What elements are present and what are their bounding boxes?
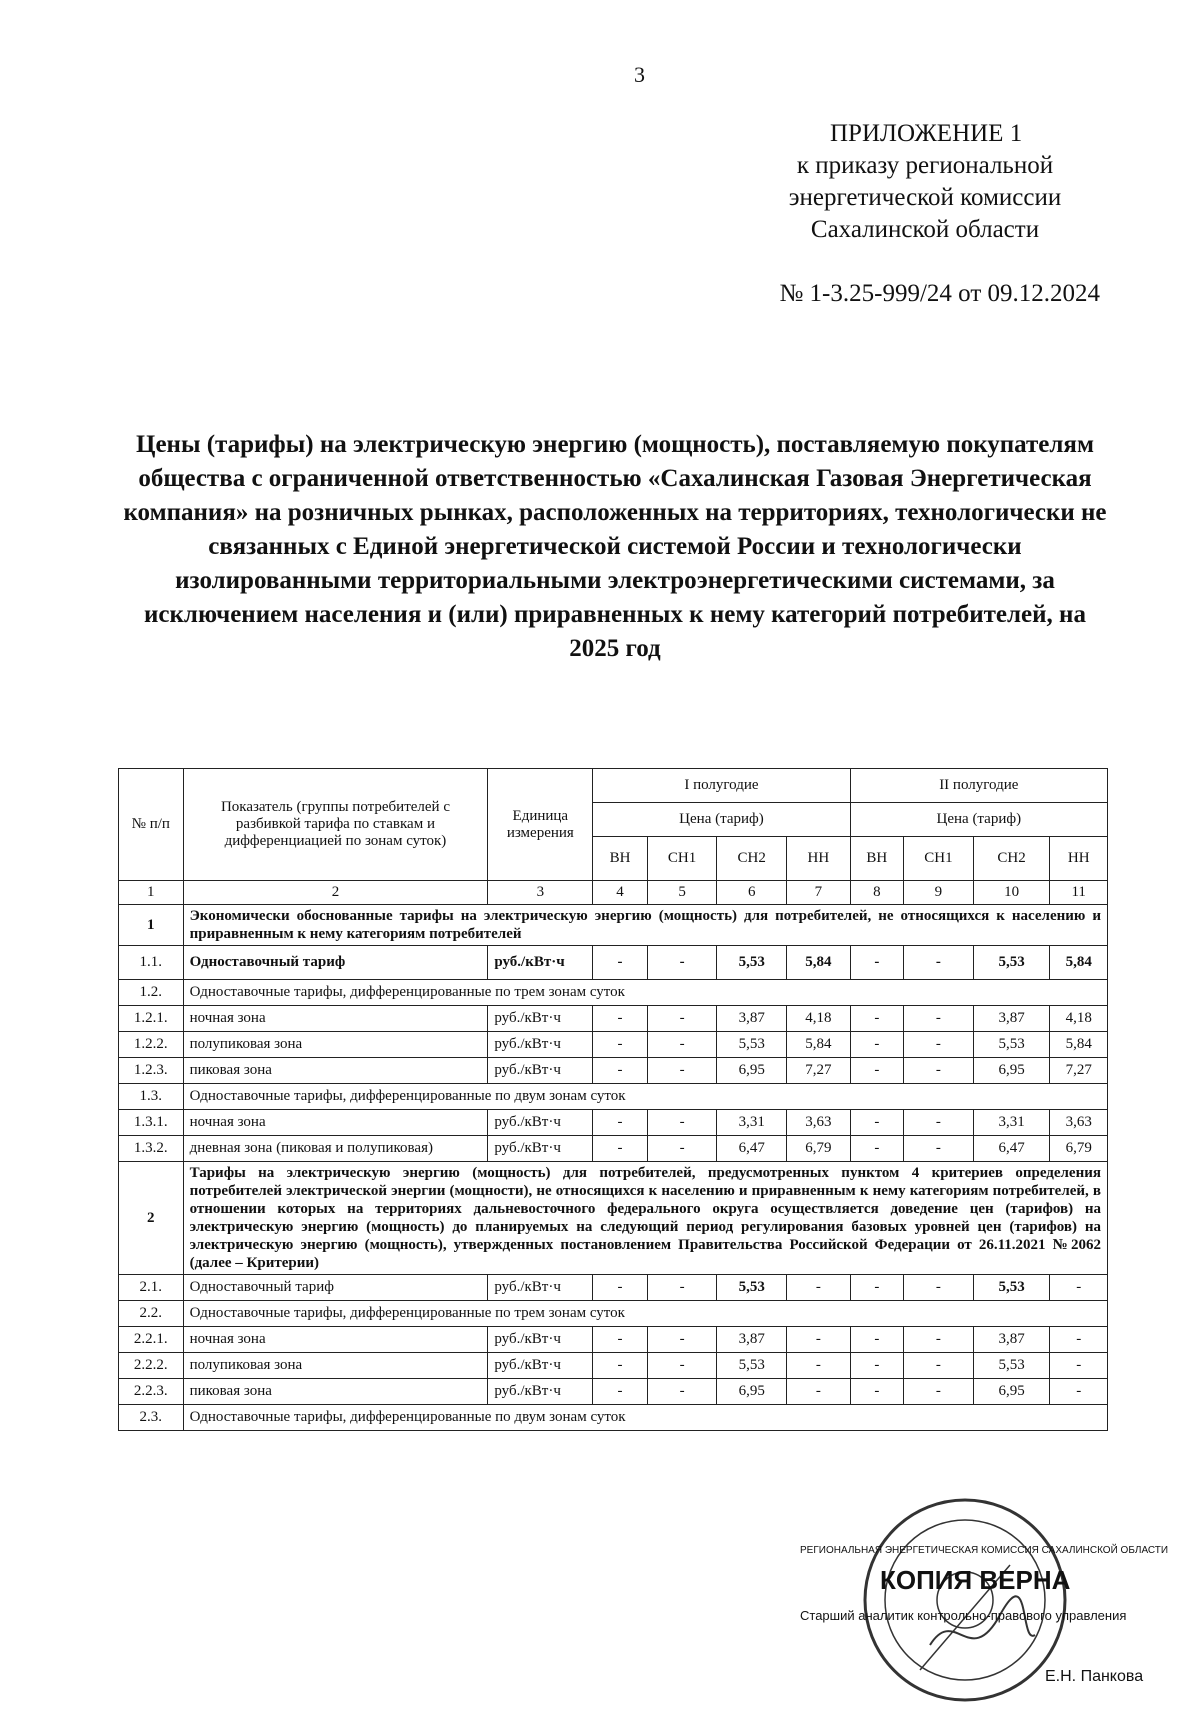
tariff-value: -: [850, 1379, 903, 1405]
row-unit: руб./кВт·ч: [488, 1110, 593, 1136]
tariff-value: 3,31: [717, 1110, 787, 1136]
tariff-value: 6,47: [973, 1136, 1050, 1162]
row-name: пиковая зона: [183, 1058, 488, 1084]
table-row: [119, 1405, 1108, 1431]
group-title: Одноставочные тарифы, дифференцированные по двум зонам суток: [183, 1405, 1107, 1431]
tariff-value: -: [787, 1379, 851, 1405]
row-name: Одноставочный тариф: [183, 946, 488, 980]
row-number: 1.3.2.: [119, 1136, 184, 1162]
tariff-value: -: [787, 1275, 851, 1301]
tariff-value: -: [647, 1006, 717, 1032]
tariff-value: -: [647, 946, 717, 980]
row-name: ночная зона: [183, 1110, 488, 1136]
row-number: 1.1.: [119, 946, 184, 980]
tariff-value: -: [850, 1058, 903, 1084]
tariff-value: -: [647, 1032, 717, 1058]
tariff-value: 6,47: [717, 1136, 787, 1162]
row-number: 1.2.2.: [119, 1032, 184, 1058]
row-number: 1.2.1.: [119, 1006, 184, 1032]
tariff-value: -: [1050, 1353, 1108, 1379]
row-number: 1: [119, 905, 184, 946]
signer-position: Старший аналитик контрольно-правового управления: [800, 1608, 1127, 1623]
header-num: № п/п: [119, 769, 184, 881]
row-unit: руб./кВт·ч: [488, 1032, 593, 1058]
tariff-value: 5,84: [787, 946, 851, 980]
row-number: 2.3.: [119, 1405, 184, 1431]
section-title: Экономически обоснованные тарифы на электрическую энергию (мощность) для потребителей, не относящихся к населению и приравненным к нему категориям потребителей: [183, 905, 1107, 946]
tariff-value: -: [850, 1006, 903, 1032]
section-title: Тарифы на электрическую энергию (мощность) для потребителей, предусмотренных пунктом 4 критериев определения потребителей электрической энергии (мощности), не относящихся к населению и приравненным к нему категориям потребителей, в отношении которых на территориях дальневосточного федерального округа осуществляется доведение цен (тарифов) на электрическую энергию (мощность) до планируемых на следующий период регулирования базовых уровней цен (тарифов) на электрическую энергию (мощность), утвержденных постановлением Правительства Российской Федерации от 26.11.2021 №2062 (далее – Критерии): [183, 1162, 1107, 1275]
tariff-value: 3,31: [973, 1110, 1050, 1136]
row-unit: руб./кВт·ч: [488, 1379, 593, 1405]
group-title: Одноставочные тарифы, дифференцированные по трем зонам суток: [183, 1301, 1107, 1327]
row-number: 1.2.: [119, 980, 184, 1006]
table-row: [119, 1058, 1108, 1084]
row-number: 1.2.3.: [119, 1058, 184, 1084]
row-number: 2.2.3.: [119, 1379, 184, 1405]
tariff-value: 3,63: [787, 1110, 851, 1136]
official-seal: [860, 1495, 1070, 1705]
page-number: 3: [634, 62, 645, 87]
table-row: [119, 1379, 1108, 1405]
signer-name: Е.Н. Панкова: [1045, 1668, 1144, 1685]
tariff-value: -: [593, 1136, 647, 1162]
table-row: [119, 1006, 1108, 1032]
tariff-value: 7,27: [1050, 1058, 1108, 1084]
header-level: СН1: [647, 837, 717, 881]
row-number: 2.2.1.: [119, 1327, 184, 1353]
annex-line-2: к приказу региональной: [796, 152, 1054, 179]
table-row: [119, 1162, 1108, 1275]
row-unit: руб./кВт·ч: [488, 1058, 593, 1084]
tariff-value: 5,84: [1050, 946, 1108, 980]
tariff-value: -: [647, 1327, 717, 1353]
row-unit: руб./кВт·ч: [488, 946, 593, 980]
row-name: полупиковая зона: [183, 1032, 488, 1058]
header-level: СН2: [973, 837, 1050, 881]
tariff-value: -: [904, 1032, 974, 1058]
tariff-value: 5,84: [787, 1032, 851, 1058]
tariff-value: -: [647, 1379, 717, 1405]
tariff-value: 3,87: [973, 1327, 1050, 1353]
tariff-value: 7,27: [787, 1058, 851, 1084]
tariff-value: 6,79: [1050, 1136, 1108, 1162]
row-name: пиковая зона: [183, 1379, 488, 1405]
tariff-value: 3,87: [717, 1327, 787, 1353]
table-row: [119, 1353, 1108, 1379]
tariff-value: -: [904, 1110, 974, 1136]
table-row: [119, 1327, 1108, 1353]
tariff-value: -: [647, 1058, 717, 1084]
header-colnum: 9: [904, 881, 974, 905]
tariff-value: 6,95: [717, 1379, 787, 1405]
header-level: ВН: [850, 837, 903, 881]
tariff-value: -: [787, 1353, 851, 1379]
row-number: 1.3.: [119, 1084, 184, 1110]
header-colnum: 8: [850, 881, 903, 905]
table-row: [119, 946, 1108, 980]
table-row: [119, 1301, 1108, 1327]
document-title: Цены (тарифы) на электрическую энергию (мощность), поставляемую покупателям общества с ограниченной ответственностью «Сахалинская Газовая Энергетическая компания» на розничных рынках, расположенных на территориях, технологически не связанных с Единой энергетической системой России и технологически изолированными территориальными электроэнергетическими системами, за исключением населения и (или) приравненных к нему категорий потребителей, на 2025 год: [123, 431, 1107, 662]
header-price-2: Цена (тариф): [850, 803, 1107, 837]
table-row: [119, 1084, 1108, 1110]
row-number: 2.1.: [119, 1275, 184, 1301]
copy-certified-label: КОПИЯ ВЕРНА: [880, 1565, 1071, 1595]
tariff-value: -: [593, 1353, 647, 1379]
tariff-value: 4,18: [1050, 1006, 1108, 1032]
row-unit: руб./кВт·ч: [488, 1353, 593, 1379]
annex-title: ПРИЛОЖЕНИЕ 1: [830, 120, 1023, 147]
tariff-value: -: [593, 1379, 647, 1405]
annex-line-4: Сахалинской области: [810, 216, 1040, 243]
header-price-1: Цена (тариф): [593, 803, 850, 837]
tariff-value: 3,63: [1050, 1110, 1108, 1136]
tariff-value: -: [593, 1058, 647, 1084]
tariff-value: -: [850, 1327, 903, 1353]
header-level: ВН: [593, 837, 647, 881]
header-indicator: Показатель (группы потребителей с разбивкой тарифа по ставкам и дифференциацией по зонам суток): [183, 769, 488, 881]
table-row: [119, 1110, 1108, 1136]
tariff-table: [118, 768, 1108, 1431]
group-title: Одноставочные тарифы, дифференцированные по трем зонам суток: [183, 980, 1107, 1006]
annex-block: [760, 118, 1090, 246]
tariff-value: 5,53: [973, 1275, 1050, 1301]
table-row: [119, 1136, 1108, 1162]
tariff-value: -: [593, 1275, 647, 1301]
tariff-value: -: [904, 1058, 974, 1084]
tariff-value: -: [593, 1006, 647, 1032]
row-name: ночная зона: [183, 1327, 488, 1353]
tariff-value: 6,79: [787, 1136, 851, 1162]
stamp-organization: РЕГИОНАЛЬНАЯ ЭНЕРГЕТИЧЕСКАЯ КОМИССИЯ САХАЛИНСКОЙ ОБЛАСТИ: [800, 1545, 1169, 1556]
header-half-1: I полугодие: [593, 769, 850, 803]
tariff-value: -: [904, 1353, 974, 1379]
row-number: 1.3.1.: [119, 1110, 184, 1136]
tariff-value: -: [647, 1110, 717, 1136]
tariff-value: -: [850, 1032, 903, 1058]
tariff-value: 3,87: [973, 1006, 1050, 1032]
group-title: Одноставочные тарифы, дифференцированные по двум зонам суток: [183, 1084, 1107, 1110]
header-level: СН2: [717, 837, 787, 881]
tariff-value: -: [904, 946, 974, 980]
tariff-value: -: [904, 1275, 974, 1301]
header-unit: Единица измерения: [488, 769, 593, 881]
tariff-value: 5,53: [717, 1032, 787, 1058]
table-row: [119, 980, 1108, 1006]
tariff-value: -: [850, 1136, 903, 1162]
tariff-value: -: [593, 1110, 647, 1136]
tariff-value: 6,95: [717, 1058, 787, 1084]
header-colnum: 1: [119, 881, 184, 905]
tariff-value: 5,53: [973, 1353, 1050, 1379]
tariff-value: 3,87: [717, 1006, 787, 1032]
tariff-value: -: [1050, 1275, 1108, 1301]
row-name: ночная зона: [183, 1006, 488, 1032]
tariff-value: -: [904, 1006, 974, 1032]
header-colnum: 3: [488, 881, 593, 905]
tariff-value: -: [850, 1275, 903, 1301]
tariff-value: -: [904, 1327, 974, 1353]
tariff-value: 5,53: [973, 946, 1050, 980]
row-name: полупиковая зона: [183, 1353, 488, 1379]
annex-line-3: энергетической комиссии: [788, 184, 1062, 211]
row-name: дневная зона (пиковая и полупиковая): [183, 1136, 488, 1162]
tariff-value: -: [647, 1353, 717, 1379]
row-unit: руб./кВт·ч: [488, 1006, 593, 1032]
table-row: [119, 1032, 1108, 1058]
header-level: НН: [787, 837, 851, 881]
row-number: 2: [119, 1162, 184, 1275]
row-number: 2.2.2.: [119, 1353, 184, 1379]
tariff-value: -: [593, 1032, 647, 1058]
tariff-value: 5,53: [717, 1353, 787, 1379]
header-level: НН: [1050, 837, 1108, 881]
header-colnum: 11: [1050, 881, 1108, 905]
row-unit: руб./кВт·ч: [488, 1327, 593, 1353]
row-unit: руб./кВт·ч: [488, 1275, 593, 1301]
tariff-value: -: [850, 946, 903, 980]
tariff-value: -: [1050, 1379, 1108, 1405]
header-colnum: 7: [787, 881, 851, 905]
tariff-value: -: [647, 1275, 717, 1301]
tariff-value: -: [593, 1327, 647, 1353]
header-level: СН1: [904, 837, 974, 881]
tariff-value: -: [593, 946, 647, 980]
table-row: [119, 1275, 1108, 1301]
header-colnum: 4: [593, 881, 647, 905]
tariff-value: -: [850, 1353, 903, 1379]
tariff-value: 4,18: [787, 1006, 851, 1032]
tariff-value: -: [647, 1136, 717, 1162]
tariff-value: 5,53: [973, 1032, 1050, 1058]
tariff-value: -: [904, 1379, 974, 1405]
header-colnum: 5: [647, 881, 717, 905]
header-colnum: 10: [973, 881, 1050, 905]
order-number: № 1-3.25-999/24 от 09.12.2024: [779, 280, 1100, 307]
table-row: [119, 905, 1108, 946]
row-unit: руб./кВт·ч: [488, 1136, 593, 1162]
tariff-value: -: [787, 1327, 851, 1353]
tariff-value: 5,53: [717, 1275, 787, 1301]
row-name: Одноставочный тариф: [183, 1275, 488, 1301]
tariff-value: 6,95: [973, 1379, 1050, 1405]
header-colnum: 6: [717, 881, 787, 905]
tariff-value: 6,95: [973, 1058, 1050, 1084]
tariff-value: -: [904, 1136, 974, 1162]
tariff-value: -: [850, 1110, 903, 1136]
header-colnum: 2: [183, 881, 488, 905]
header-half-2: II полугодие: [850, 769, 1107, 803]
tariff-value: -: [1050, 1327, 1108, 1353]
row-number: 2.2.: [119, 1301, 184, 1327]
tariff-value: 5,53: [717, 946, 787, 980]
tariff-value: 5,84: [1050, 1032, 1108, 1058]
